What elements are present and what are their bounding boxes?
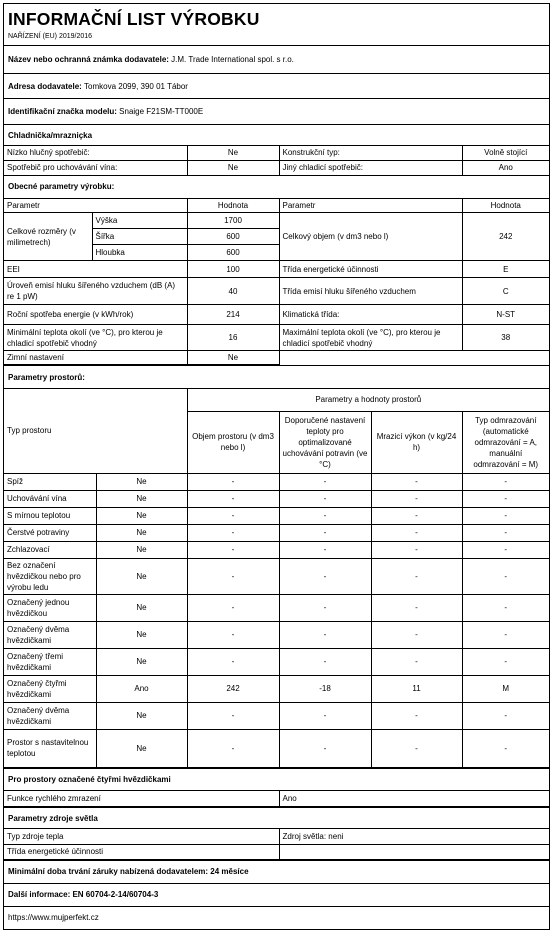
compartment-defrost: - <box>462 473 549 490</box>
compartment-name: Spíž <box>4 473 96 490</box>
noise-level-value: 40 <box>187 278 279 305</box>
dim-width-value: 600 <box>187 229 279 245</box>
compartment-freezing: - <box>371 507 462 524</box>
compartment-type-header: Typ prostoru <box>4 389 187 473</box>
compartment-freezing: - <box>371 473 462 490</box>
compartment-volume: - <box>187 490 279 507</box>
annual-energy-value: 214 <box>187 305 279 325</box>
compartment-volume: - <box>187 621 279 648</box>
table-row <box>4 729 549 767</box>
compartment-freezing: - <box>371 729 462 767</box>
noise-class-value: C <box>462 278 549 305</box>
table-row <box>4 648 549 675</box>
max-ambient-value: 38 <box>462 325 549 351</box>
compartment-temperature: - <box>279 558 371 594</box>
eei-label: EEI <box>4 261 187 278</box>
warranty-text: Minimální doba trvání záruky nabízená dodavatelem: 24 měsíce <box>8 867 249 876</box>
fast-freeze-label: Funkce rychlého zmrazení <box>4 791 279 807</box>
table-row <box>4 791 549 807</box>
compartments-table <box>4 389 549 768</box>
table-row <box>4 524 549 541</box>
col-volume-header: Objem prostoru (v dm3 nebo l) <box>187 411 279 473</box>
compartment-defrost: - <box>462 594 549 621</box>
compartment-name: Označený dvěma hvězdičkami <box>4 621 96 648</box>
compartment-freezing: - <box>371 648 462 675</box>
compartment-volume: - <box>187 524 279 541</box>
compartment-freezing: - <box>371 541 462 558</box>
total-volume-value: 242 <box>462 213 549 261</box>
general-heading: Obecné parametry výrobku: <box>4 176 549 199</box>
design-type-value: Volně stojící <box>462 146 549 160</box>
compartment-present: Ne <box>96 524 187 541</box>
max-ambient-label: Maximální teplota okolí (ve °C), pro kterou je chladicí spotřebič vhodný <box>279 325 462 351</box>
col-freezing-header: Mrazicí výkon (v kg/24 h) <box>371 411 462 473</box>
light-energy-class-value <box>279 844 549 859</box>
winter-setting-label: Zimní nastavení <box>4 351 187 365</box>
col-temperature-header: Doporučené nastavení teploty pro optimalizované uchovávání potravin (ve °C) <box>279 411 371 473</box>
light-heading: Parametry zdroje světla <box>4 807 549 829</box>
compartment-present: Ne <box>96 594 187 621</box>
table-row <box>4 261 549 278</box>
model-value: Snaige F21SM-TT000E <box>119 107 204 116</box>
dim-width-label: Šířka <box>92 229 187 245</box>
dim-height-label: Výška <box>92 213 187 229</box>
energy-class-label: Třída energetické účinnosti <box>279 261 462 278</box>
col-param-header: Parametr <box>4 199 187 213</box>
noise-level-label: Úroveň emisí hluku šířeného vzduchem (dB (A) re 1 pW) <box>4 278 187 305</box>
compartment-temperature: - <box>279 648 371 675</box>
compartment-temperature: - <box>279 594 371 621</box>
min-ambient-label: Minimální teplota okolí (ve °C), pro kterou je chladicí spotřebič vhodný <box>4 325 187 351</box>
compartment-present: Ne <box>96 541 187 558</box>
compartment-defrost: - <box>462 729 549 767</box>
supplier-address-row <box>4 74 549 99</box>
table-row <box>4 160 549 175</box>
low-noise-value: Ne <box>187 146 279 160</box>
compartment-present: Ne <box>96 490 187 507</box>
compartment-name: Prostor s nastavitelnou teplotou <box>4 729 96 767</box>
model-label: Identifikační značka modelu: <box>8 107 117 116</box>
website-link[interactable]: https://www.mujperfekt.cz <box>8 913 99 922</box>
col-value-header: Hodnota <box>187 199 279 213</box>
col-value-header-2: Hodnota <box>462 199 549 213</box>
table-row <box>4 213 549 229</box>
table-row <box>4 305 549 325</box>
warranty-row <box>4 860 549 884</box>
compartment-temperature: - <box>279 702 371 729</box>
table-row <box>4 507 549 524</box>
heat-source-type-label: Typ zdroje tepla <box>4 829 279 844</box>
compartment-volume: - <box>187 648 279 675</box>
compartment-values-header: Parametry a hodnoty prostorů <box>187 389 549 411</box>
compartment-defrost: - <box>462 558 549 594</box>
other-appliance-value: Ano <box>462 160 549 175</box>
table-row <box>4 558 549 594</box>
additional-info-text: Další informace: EN 60704-2-14/60704-3 <box>8 890 159 899</box>
compartment-freezing: - <box>371 621 462 648</box>
compartment-name: Označený třemi hvězdičkami <box>4 648 96 675</box>
table-row <box>4 473 549 490</box>
annual-energy-label: Roční spotřeba energie (v kWh/rok) <box>4 305 187 325</box>
col-defrost-header: Typ odmrazování (automatické odmrazování = A, manuální odmrazování = M) <box>462 411 549 473</box>
sheet-frame <box>3 3 550 930</box>
compartment-temperature: - <box>279 541 371 558</box>
compartment-freezing: - <box>371 594 462 621</box>
compartments-heading: Parametry prostorů: <box>4 365 549 389</box>
model-row <box>4 99 549 125</box>
compartment-defrost: - <box>462 490 549 507</box>
compartment-present: Ne <box>96 621 187 648</box>
col-param-header-2: Parametr <box>279 199 462 213</box>
design-type-label: Konstrukční typ: <box>279 146 462 160</box>
compartment-freezing: - <box>371 702 462 729</box>
compartment-temperature: -18 <box>279 675 371 702</box>
wine-storage-value: Ne <box>187 160 279 175</box>
compartment-temperature: - <box>279 729 371 767</box>
compartment-present: Ano <box>96 675 187 702</box>
table-header-row <box>4 389 549 411</box>
compartment-name: S mírnou teplotou <box>4 507 96 524</box>
compartment-name: Zchlazovací <box>4 541 96 558</box>
climate-class-label: Klimatická třída: <box>279 305 462 325</box>
dim-height-value: 1700 <box>187 213 279 229</box>
table-row <box>4 278 549 305</box>
fast-freeze-value: Ano <box>279 791 549 807</box>
compartment-volume: - <box>187 558 279 594</box>
four-star-table <box>4 791 549 808</box>
compartment-volume: - <box>187 541 279 558</box>
compartment-defrost: - <box>462 541 549 558</box>
compartment-temperature: - <box>279 473 371 490</box>
light-table <box>4 829 549 860</box>
compartment-present: Ne <box>96 558 187 594</box>
regulation-reference: NAŘÍZENÍ (EU) 2019/2016 <box>8 33 93 40</box>
supplier-name-label: Název nebo ochranná známka dodavatele: <box>8 55 169 64</box>
four-star-heading: Pro prostory označené čtyřmi hvězdičkami <box>4 768 549 791</box>
compartment-freezing: - <box>371 524 462 541</box>
dim-depth-value: 600 <box>187 245 279 261</box>
winter-setting-value: Ne <box>187 351 279 365</box>
table-header-row <box>4 199 549 213</box>
other-appliance-label: Jiný chladicí spotřebič: <box>279 160 462 175</box>
eei-value: 100 <box>187 261 279 278</box>
compartment-name: Čerstvé potraviny <box>4 524 96 541</box>
compartment-present: Ne <box>96 729 187 767</box>
compartment-name: Bez označení hvězdičkou nebo pro výrobu ledu <box>4 558 96 594</box>
supplier-address-label: Adresa dodavatele: <box>8 81 82 91</box>
general-params-table <box>4 199 549 366</box>
min-ambient-value: 16 <box>187 325 279 351</box>
dim-depth-label: Hloubka <box>92 245 187 261</box>
light-energy-class-label: Třída energetické účinnosti <box>4 844 279 859</box>
compartment-freezing: 11 <box>371 675 462 702</box>
wine-storage-label: Spotřebič pro uchovávání vína: <box>4 160 187 175</box>
table-row <box>4 844 549 859</box>
compartment-temperature: - <box>279 524 371 541</box>
compartment-volume: - <box>187 729 279 767</box>
compartment-volume: - <box>187 594 279 621</box>
table-row <box>4 146 549 160</box>
compartment-present: Ne <box>96 507 187 524</box>
low-noise-label: Nízko hlučný spotřebič: <box>4 146 187 160</box>
climate-class-value: N-ST <box>462 305 549 325</box>
compartment-present: Ne <box>96 473 187 490</box>
page-title: INFORMAČNÍ LIST VÝROBKU <box>8 9 260 29</box>
compartment-defrost: - <box>462 621 549 648</box>
compartment-present: Ne <box>96 702 187 729</box>
additional-info-row <box>4 884 549 907</box>
table-row <box>4 621 549 648</box>
supplier-address-value: Tomkova 2099, 390 01 Tábor <box>84 81 188 91</box>
compartment-defrost: - <box>462 524 549 541</box>
table-row <box>4 594 549 621</box>
category-table <box>4 146 549 176</box>
compartment-freezing: - <box>371 490 462 507</box>
compartment-temperature: - <box>279 490 371 507</box>
table-row <box>4 490 549 507</box>
noise-class-label: Třída emisí hluku šířeného vzduchem <box>279 278 462 305</box>
title-block <box>4 4 549 46</box>
compartment-temperature: - <box>279 507 371 524</box>
compartment-defrost: - <box>462 702 549 729</box>
supplier-name-row <box>4 46 549 74</box>
table-row <box>4 351 549 365</box>
compartment-name: Označený čtyřmi hvězdičkami <box>4 675 96 702</box>
table-row <box>4 325 549 351</box>
total-volume-label: Celkový objem (v dm3 nebo l) <box>279 213 462 261</box>
website-row <box>4 907 549 929</box>
category-heading: Chladnička/mrazniçka <box>4 125 549 146</box>
compartment-volume: - <box>187 507 279 524</box>
compartment-defrost: M <box>462 675 549 702</box>
dimensions-label: Celkové rozměry (v milimetrech) <box>4 213 92 261</box>
compartment-volume: - <box>187 702 279 729</box>
compartment-name: Označený dvěma hvězdičkami <box>4 702 96 729</box>
compartment-volume: - <box>187 473 279 490</box>
supplier-name-value: J.M. Trade International spol. s r.o. <box>171 55 294 64</box>
table-row <box>4 541 549 558</box>
light-source-value: Zdroj světla: neni <box>279 829 549 844</box>
table-row <box>4 829 549 844</box>
compartment-volume: 242 <box>187 675 279 702</box>
compartment-name: Uchovávání vína <box>4 490 96 507</box>
energy-class-value: E <box>462 261 549 278</box>
empty-cell <box>279 351 549 365</box>
compartment-name: Označený jednou hvězdičkou <box>4 594 96 621</box>
compartment-present: Ne <box>96 648 187 675</box>
compartment-freezing: - <box>371 558 462 594</box>
table-row <box>4 675 549 702</box>
compartment-defrost: - <box>462 507 549 524</box>
compartment-temperature: - <box>279 621 371 648</box>
table-row <box>4 702 549 729</box>
compartment-defrost: - <box>462 648 549 675</box>
